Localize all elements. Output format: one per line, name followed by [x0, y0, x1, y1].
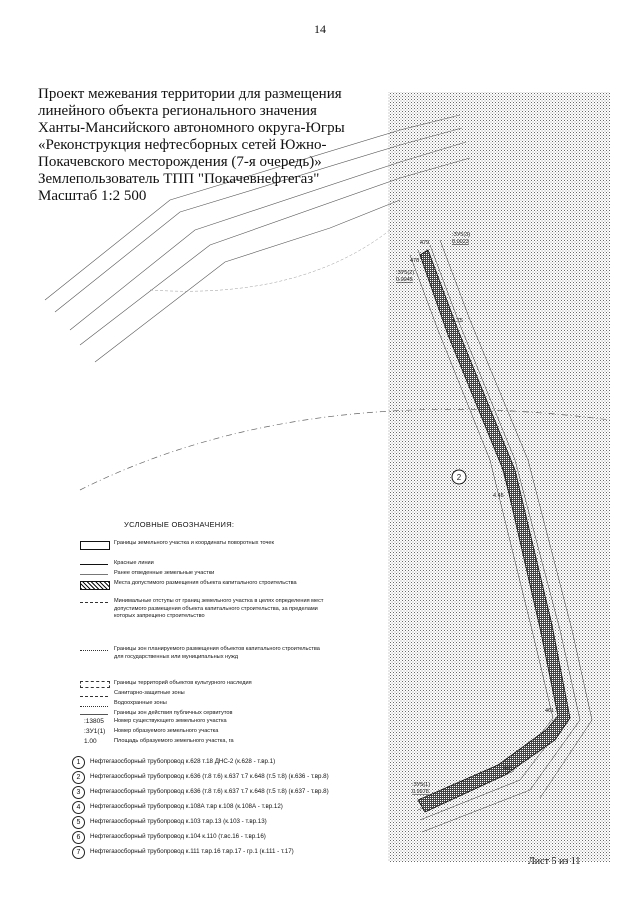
legend-item — [74, 680, 374, 690]
pipeline-text: Нефтегазосборный трубопровод к.628 т.18 ДНС-2 (к.628 - т.вр.1) — [90, 758, 276, 765]
easement-icon — [80, 714, 108, 715]
pipeline-number: 5 — [72, 816, 85, 829]
planned-zone-icon — [80, 650, 108, 651]
red-line-icon — [80, 564, 108, 565]
legend-item-text: Санитарно-защитные зоны — [114, 690, 185, 696]
title-line: Покачевского месторождения (7-я очередь)» — [38, 154, 322, 170]
parcel-mid-area: 0.0045 — [396, 277, 413, 283]
parcel-boundary-icon — [80, 541, 110, 550]
legend-code: :13805 — [84, 718, 104, 725]
legend-item — [74, 738, 374, 748]
point-label-e: 461 — [545, 708, 555, 714]
allowed-placement-icon — [80, 581, 110, 590]
pipeline-number: 7 — [72, 846, 85, 859]
title-line: Проект межевания территории для размещения — [38, 86, 342, 102]
legend-item-text: Номер существующего земельного участка — [114, 718, 227, 724]
pipeline-number: 1 — [72, 756, 85, 769]
legend-item-text: Красные линии — [114, 560, 154, 566]
legend-item-text: Ранее отведенные земельные участки — [114, 570, 215, 576]
pipeline-item — [72, 756, 402, 769]
boundary-curve — [150, 230, 390, 291]
parcel-mid-label: :ЗУ5(2) — [396, 270, 415, 276]
pipeline-number: 6 — [72, 831, 85, 844]
title-block — [38, 86, 398, 205]
legend-item-text: Границы территорий объектов культурного наследия — [114, 680, 252, 686]
pipeline-number: 4 — [72, 801, 85, 814]
legend-item — [74, 718, 374, 728]
pipeline-number: 3 — [72, 786, 85, 799]
legend-item-text: Площадь образуемого земельного участка, га — [114, 738, 234, 744]
point-label-b: 479 — [420, 240, 430, 246]
legend-item — [74, 580, 374, 590]
legend-item — [74, 700, 374, 710]
legend-item — [74, 690, 374, 700]
min-offset-icon — [80, 602, 108, 603]
page-number: 14 — [314, 22, 326, 36]
pipeline-text: Нефтегазосборный трубопровод к.108А т.вр к.108 (к.108А - т.вр.12) — [90, 803, 283, 810]
parcel-bottom-area: 0.9978 — [412, 789, 429, 795]
point-label-a: 478 — [410, 258, 420, 264]
pipeline-text: Нефтегазосборный трубопровод к.636 (т.8 т.6) к.637 т.7 к.648 (т.5 т.8) (к.637 - т.вр.8) — [90, 788, 329, 795]
pipeline-text: Нефтегазосборный трубопровод к.636 (т.8 т.6) к.637 т.7 к.648 (т.5 т.8) (к.636 - т.вр.8) — [90, 773, 329, 780]
pipeline-item — [72, 816, 402, 829]
legend-code: :ЗУ1(1) — [84, 728, 106, 735]
title-line: «Реконструкция нефтесборных сетей Южно- — [38, 137, 327, 153]
parcel-top-area: 0.0023 — [452, 239, 469, 245]
pipeline-text: Нефтегазосборный трубопровод к.104 к.110 (т.вс.16 - т.вр.16) — [90, 833, 266, 840]
legend-title: УСЛОВНЫЕ ОБОЗНАЧЕНИЯ: — [124, 520, 235, 529]
legend-item — [74, 540, 374, 550]
legend-code: 1.00 — [84, 738, 97, 745]
pipeline-number: 2 — [72, 771, 85, 784]
title-line: Землепользователь ТПП "Покачевнефтегаз" — [38, 171, 320, 187]
water-protection-icon — [80, 701, 108, 707]
legend-item — [74, 646, 374, 660]
pipeline-item — [72, 801, 402, 814]
legend-item-text: Границы земельного участка и координаты поворотных точек — [114, 540, 274, 546]
legend-item — [74, 728, 374, 738]
sheet-label: Лист 5 из 11 — [528, 856, 581, 867]
previous-parcels-icon — [80, 574, 108, 575]
title-line: линейного объекта регионального значения — [38, 103, 317, 119]
pipeline-item — [72, 786, 402, 799]
legend-item-text: Минимальные отступы от границ земельного участка в целях определения мест допустимого размещения объекта капитального строительства, за пределами которых запрещено строительство — [114, 598, 324, 620]
parcel-bottom-label: :ЗУ5(1) — [412, 782, 431, 788]
legend-item-text: Границы зон действия публичных сервитутов — [114, 710, 233, 716]
legend-item-text: Водоохранные зоны — [114, 700, 167, 706]
sanitary-icon — [80, 691, 108, 697]
legend-item — [74, 560, 374, 570]
pipeline-marker-label: 2 — [456, 473, 462, 482]
pipeline-text: Нефтегазосборный трубопровод к.111 т.вр.16 т.вр.17 - гр.1 (к.111 - т.17) — [90, 848, 294, 855]
point-label-c: 4.75 — [452, 318, 463, 324]
legend-item — [74, 598, 374, 620]
legend-item-text: Границы зон планируемого размещения объектов капитального строительства для государственных или муниципальных нужд — [114, 646, 320, 660]
legend-item-text: Места допустимого размещения объекта капитального строительства — [114, 580, 297, 586]
point-label-f: 466 — [503, 766, 513, 772]
parcel-top-label: :ЗУ5(3) — [452, 232, 471, 238]
pipeline-text: Нефтегазосборный трубопровод к.103 т.вр.13 (к.103 - т.вр.13) — [90, 818, 267, 825]
heritage-icon — [80, 681, 110, 688]
legend-item-text: Номер образуемого земельного участка — [114, 728, 219, 734]
scale-label: Масштаб 1:2 500 — [38, 188, 147, 204]
title-line: Ханты-Мансийского автономного округа-Югры — [38, 120, 345, 136]
pipeline-item — [72, 846, 402, 859]
pipeline-item — [72, 831, 402, 844]
legend-item — [74, 570, 374, 580]
pipeline-item — [72, 771, 402, 784]
land-fill-right — [388, 92, 610, 862]
point-label-d: 4.45 — [493, 493, 504, 499]
